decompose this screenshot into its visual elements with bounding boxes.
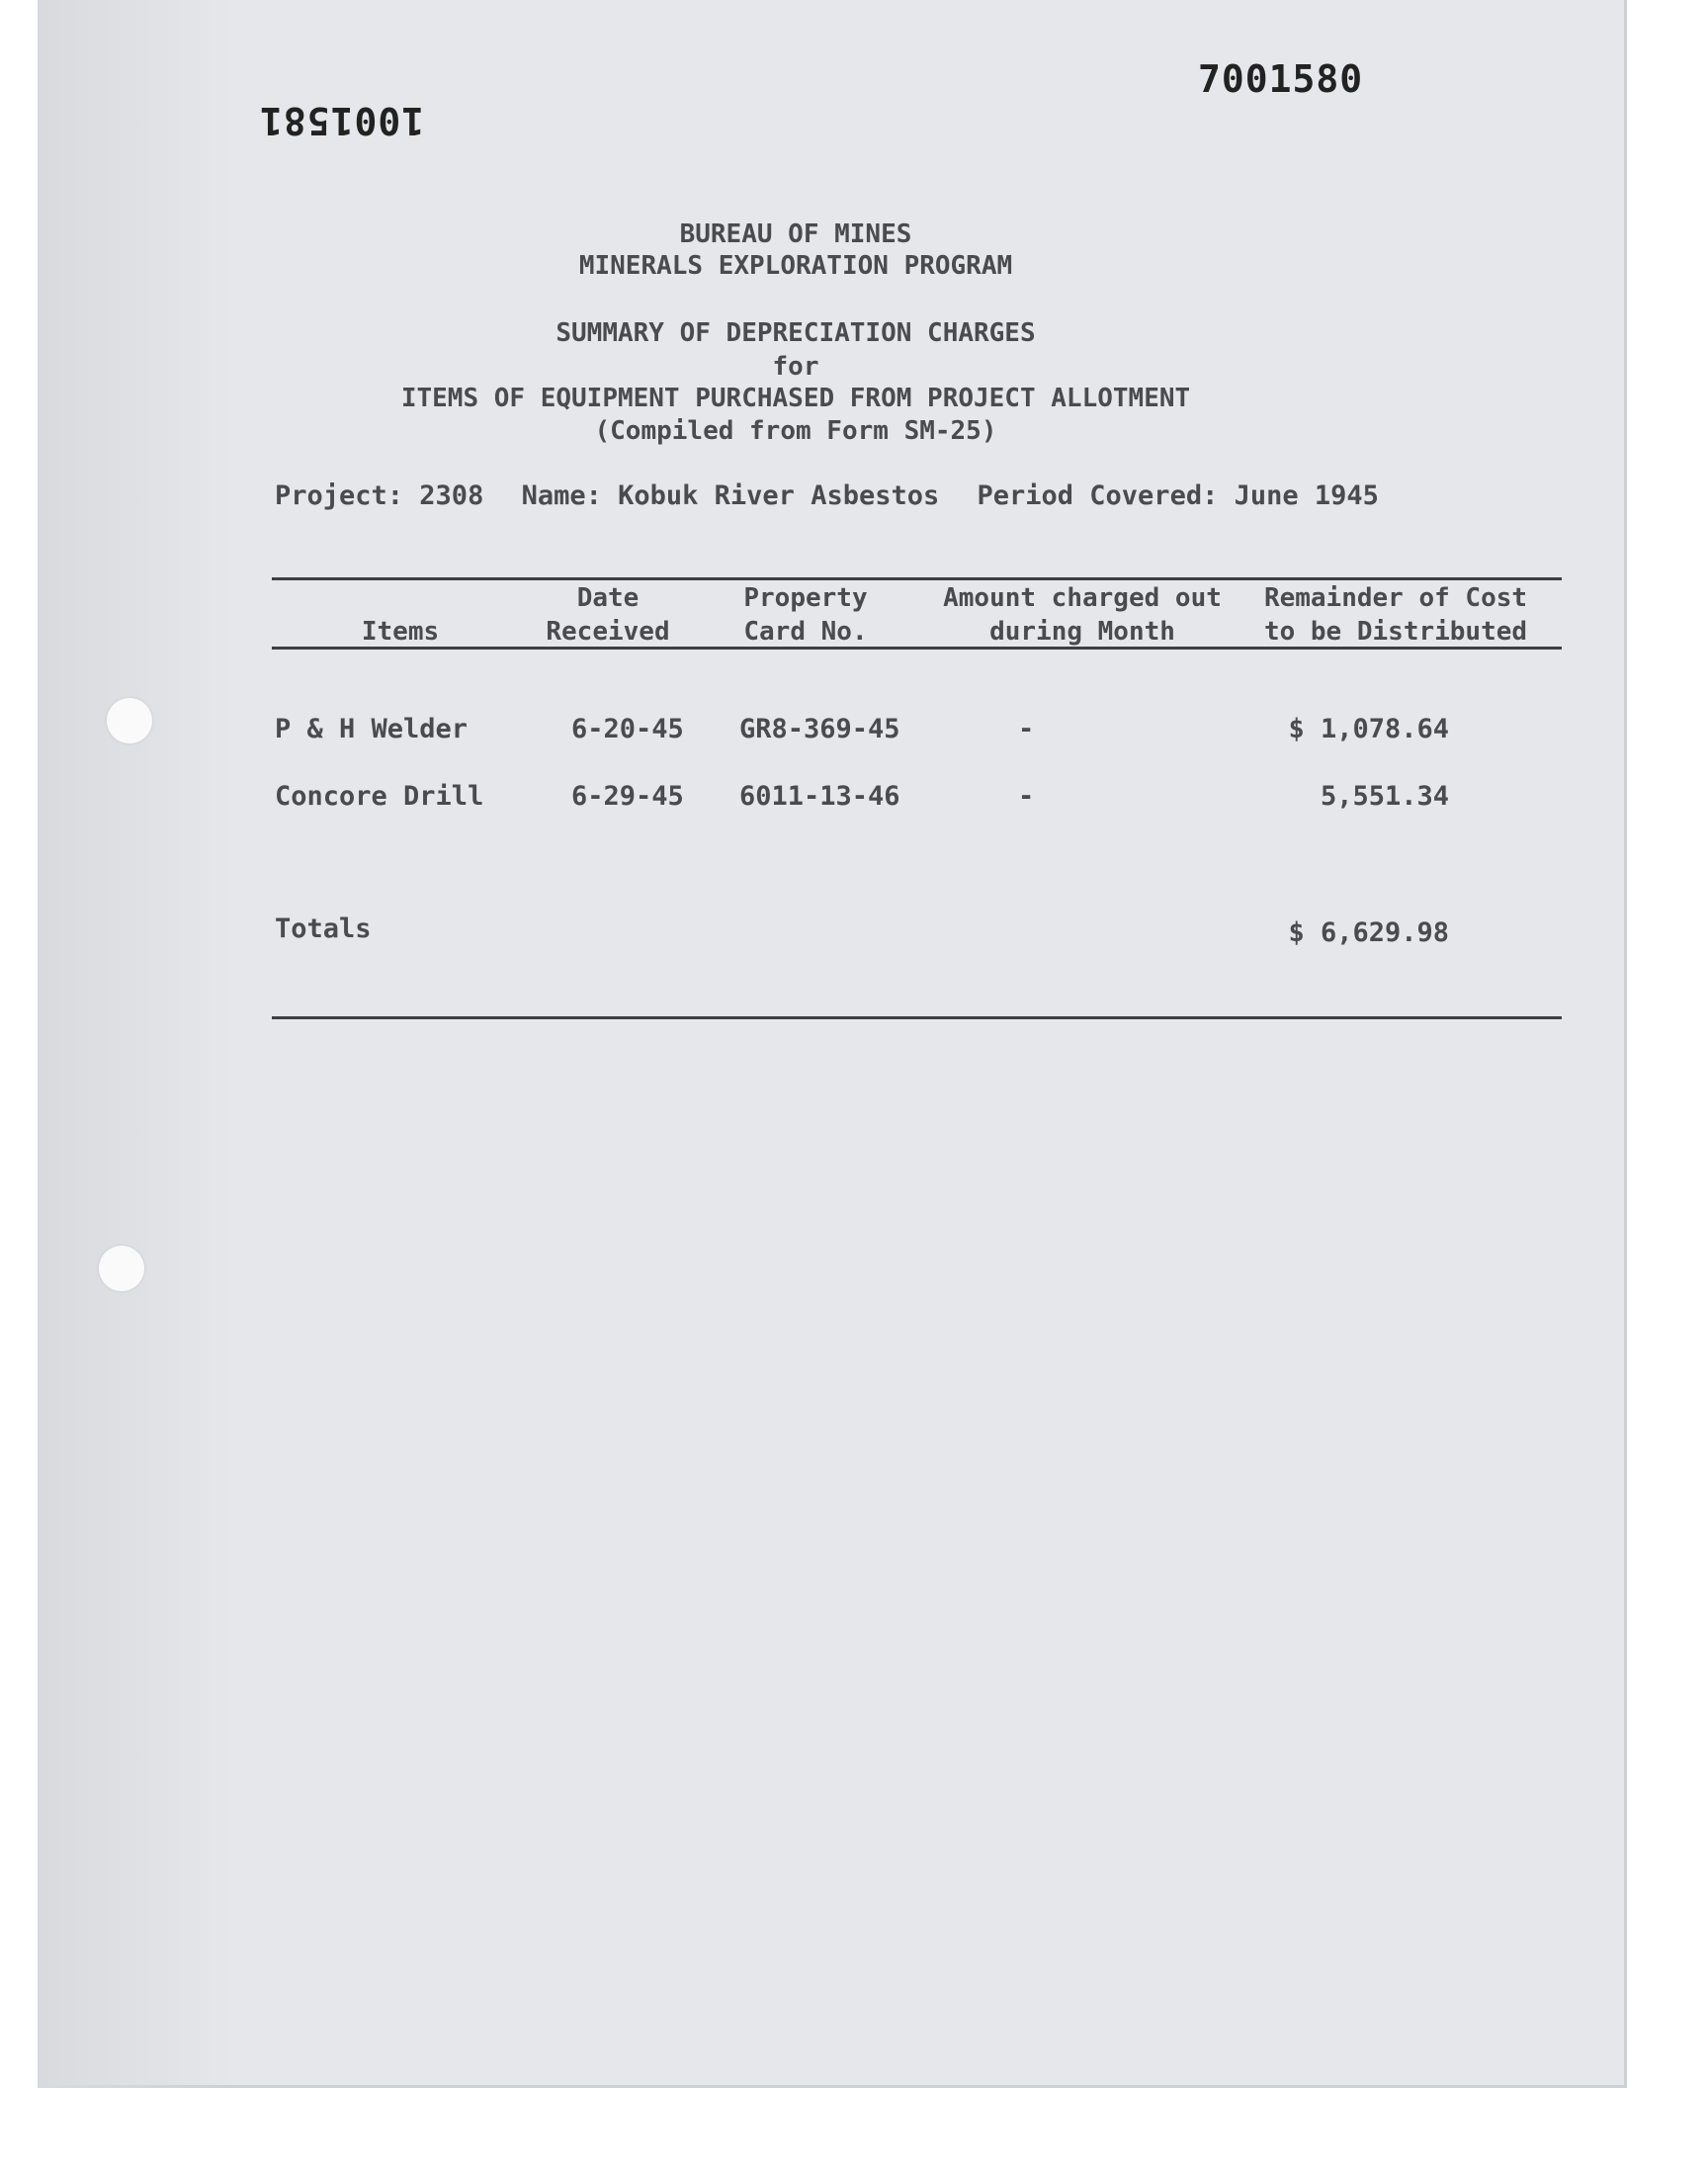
page-number-stamp-right: 7001580 [1198,57,1364,101]
cell-date: 6-20-45 [571,714,684,744]
cell-card: GR8-369-45 [739,714,900,744]
punch-hole-lower [99,1246,144,1291]
cell-item: P & H Welder [275,714,469,744]
document-subtitle: ITEMS OF EQUIPMENT PURCHASED FROM PROJECT ALLOTMENT [400,384,1191,413]
compiled-note: (Compiled from Form SM-25) [594,416,997,446]
program-heading: MINERALS EXPLORATION PROGRAM [578,251,1013,281]
page-number-stamp-left: 1001581 [259,99,425,142]
cell-remainder: 5,551.34 [1320,781,1449,812]
cell-item: Concore Drill [275,781,484,812]
column-header-remainder: Remainder of Cost to be Distributed [1263,583,1528,647]
column-header-card: Property Card No. [743,583,868,647]
document-page [38,0,1627,2088]
project-name: Name: Kobuk River Asbestos [521,480,940,511]
page-shadow [38,0,235,2088]
cell-card: 6011-13-46 [739,781,900,812]
punch-hole-upper [107,698,152,743]
cell-date: 6-29-45 [571,781,684,812]
cell-amount: - [1018,781,1035,812]
cell-amount: - [1018,714,1035,744]
totals-label: Totals [275,914,372,944]
agency-heading: BUREAU OF MINES [679,219,912,249]
table-bottom-rule [272,1016,1562,1019]
table-top-rule [272,577,1562,580]
column-header-amount: Amount charged out during Month [943,583,1222,647]
project-info-line [275,480,1401,511]
column-header-items: Items [361,617,440,647]
header-bottom-rule [272,647,1562,650]
project-number: Project: 2308 [275,480,484,511]
document-title: SUMMARY OF DEPRECIATION CHARGES [555,318,1036,348]
period-covered: Period Covered: June 1945 [977,480,1379,511]
totals-value: $ 6,629.98 [1288,917,1449,948]
cell-remainder: $ 1,078.64 [1288,714,1449,744]
title-for: for [772,352,819,382]
column-header-date: Date Received [546,583,670,647]
